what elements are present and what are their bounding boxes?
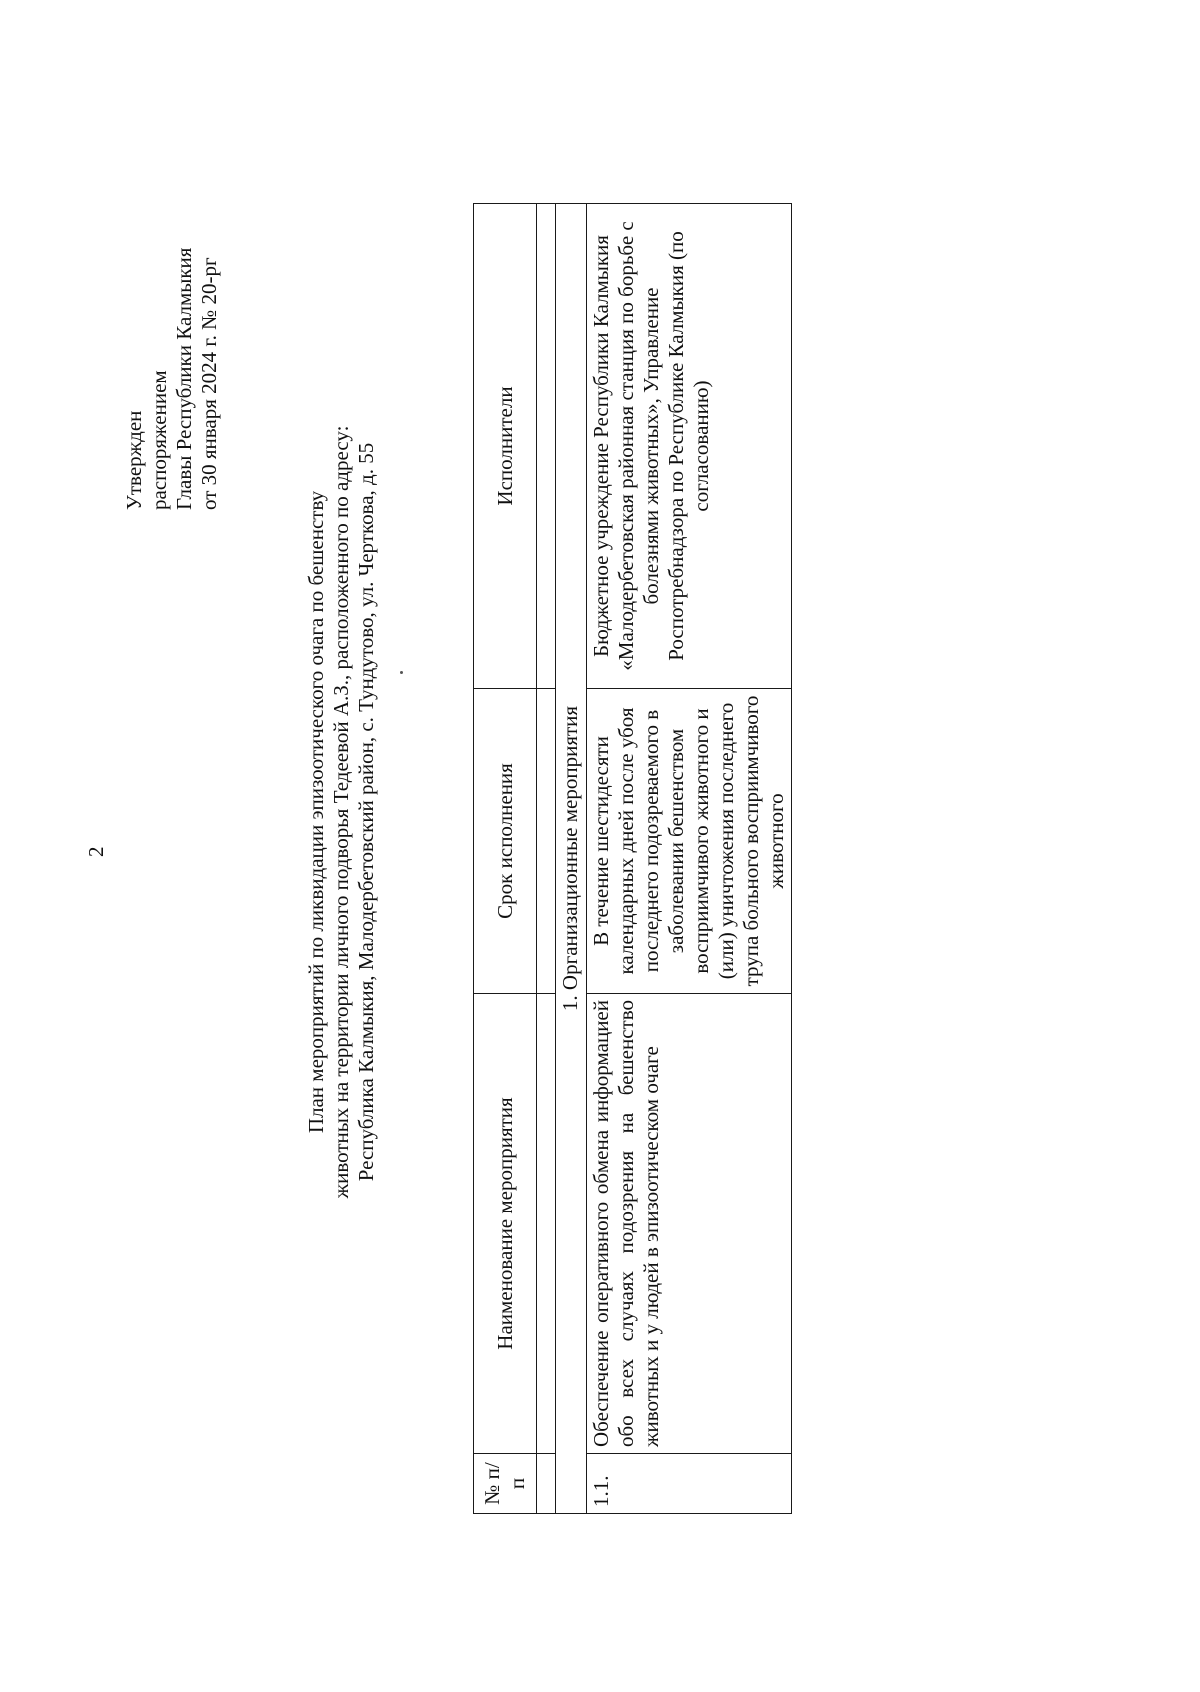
index-cell [537, 204, 556, 689]
title-line: Республика Калмыкия, Малодербетовский район, с. Тундутово, ул. Черткова, д. 55 [354, 442, 378, 1182]
table-header-row [474, 204, 537, 1514]
header-name: Наименование мероприятия [474, 994, 537, 1454]
header-term: Срок исполнения [474, 689, 537, 994]
index-cell [537, 689, 556, 994]
table-row [587, 204, 792, 1514]
approval-line: распоряжением [147, 370, 171, 510]
index-cell [537, 1454, 556, 1514]
section-row [556, 204, 587, 1514]
approval-line: от 30 января 2024 г. № 20-рг [197, 257, 221, 510]
row-number: 1.1. [587, 1454, 792, 1514]
approval-line: Главы Республики Калмыкия [172, 247, 196, 510]
header-number: № п/п [474, 1454, 537, 1514]
row-term: В течение шестидесяти календарных дней после убоя последнего подозреваемого в заболевании бешенством восприимчивого животного и (или) уничтожения последнего трупа больного восприимчивого животного [587, 689, 792, 994]
row-executors: Бюджетное учреждение Республики Калмыкия «Малодербетовская районная станция по борьбе с болезнями животных», Управление Роспотребнадзора по Республике Калмыкия (по согласованию) [587, 204, 792, 689]
index-cell [537, 994, 556, 1454]
page-number: 2 [84, 846, 108, 857]
plan-title [304, 292, 379, 1332]
column-index-row [537, 204, 556, 1514]
row-name: Обеспечение оперативного обмена информацией обо всех случаях подозрения на бешенство животных и у людей в эпизоотическом очаге [587, 994, 792, 1454]
section-title: 1. Организационные мероприятия [556, 204, 587, 1514]
approval-stamp [122, 248, 222, 510]
approval-line: Утвержден [122, 410, 146, 510]
scan-dot [400, 671, 403, 674]
title-line: План мероприятий по ликвидации эпизоотического очага по бешенству [304, 490, 328, 1134]
header-executors: Исполнители [474, 204, 537, 689]
measures-table [473, 203, 792, 1514]
title-line: животных на территории личного подворья Тедеевой А.З., расположенного по адресу: [329, 425, 353, 1199]
